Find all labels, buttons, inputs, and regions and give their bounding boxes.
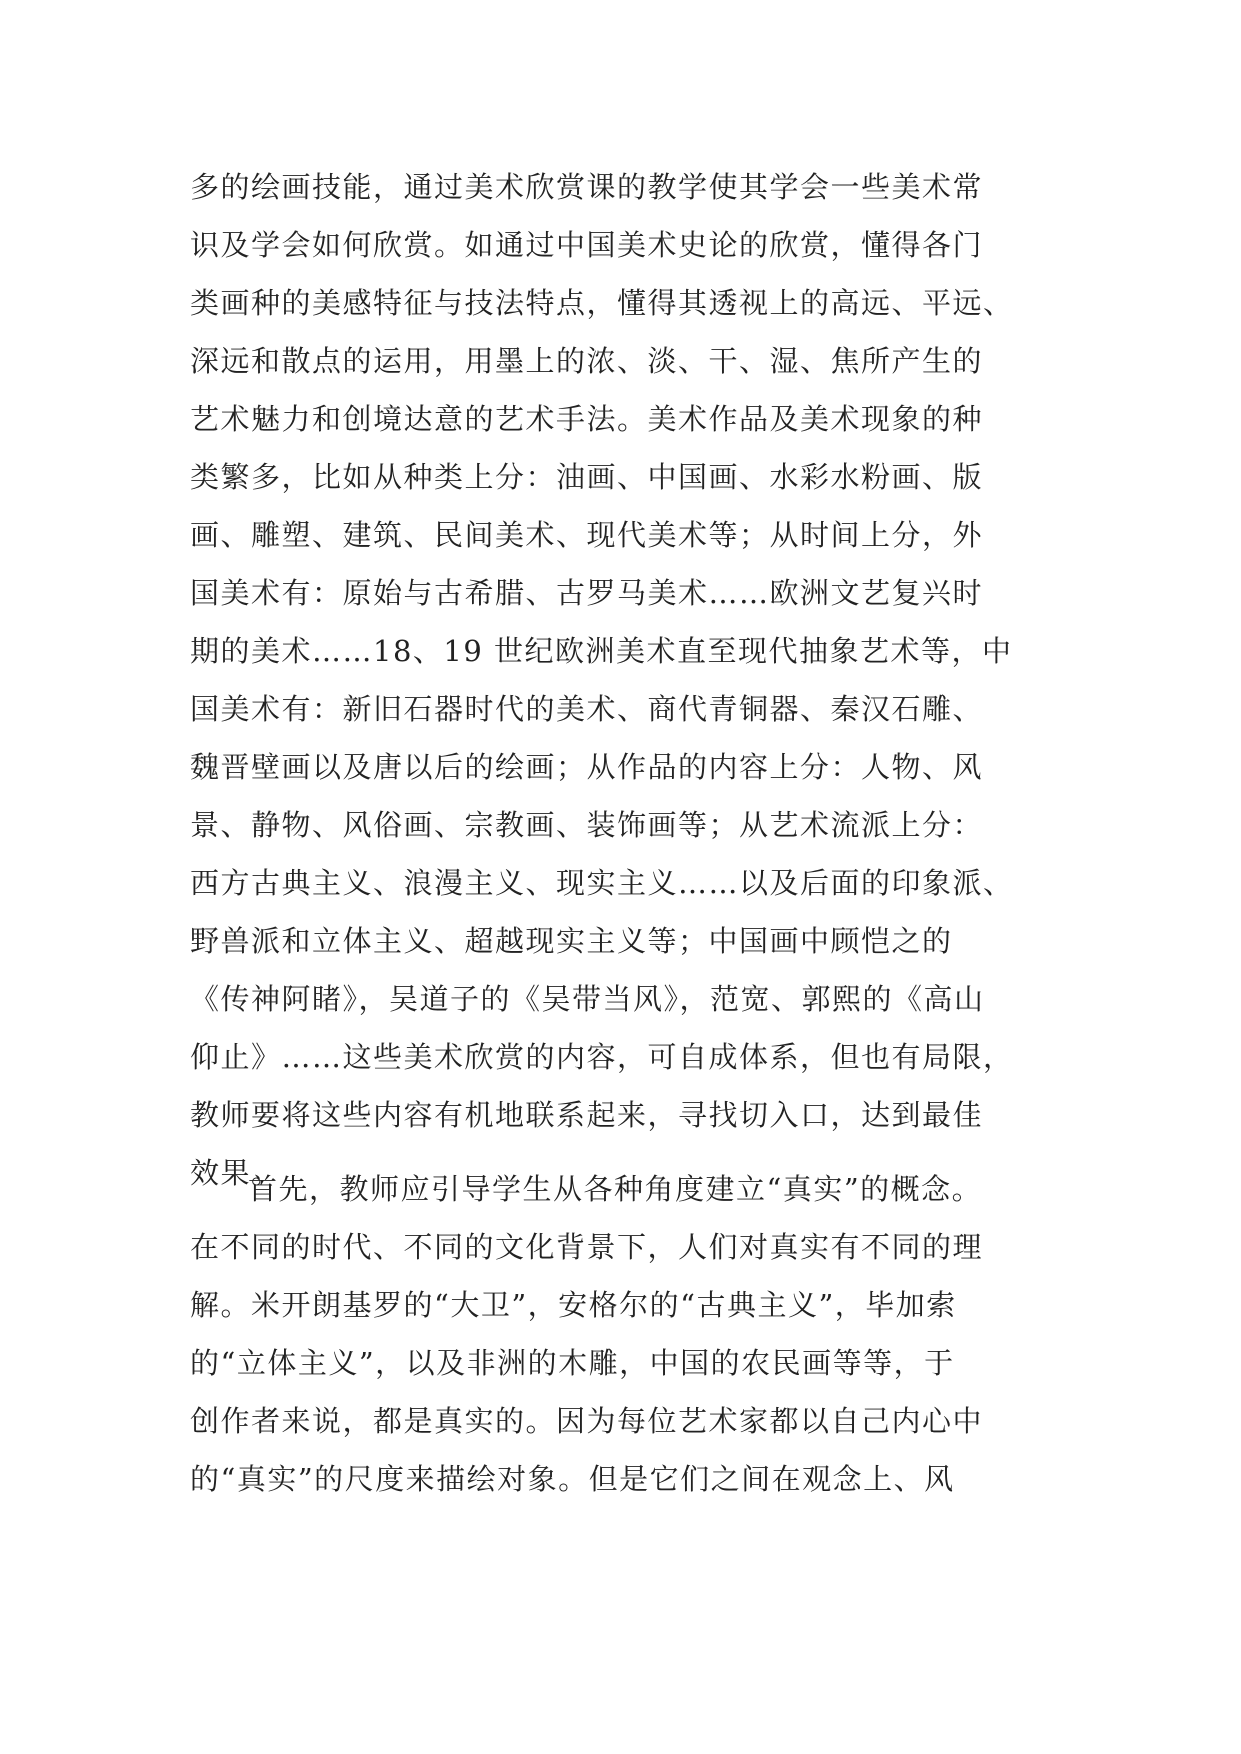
text-line: 深远和散点的运用，用墨上的浓、淡、干、湿、焦所产生的 xyxy=(190,344,984,378)
paragraph-2 xyxy=(190,1160,1050,1508)
text-line: 效果。 xyxy=(190,1156,282,1190)
text-line: 多的绘画技能，通过美术欣赏课的教学使其学会一些美术常 xyxy=(190,170,984,204)
text-line: 创作者来说，都是真实的。因为每位艺术家都以自己内心中 xyxy=(190,1404,984,1438)
text-line: 艺术魅力和创境达意的艺术手法。美术作品及美术现象的种 xyxy=(190,402,984,436)
text-line: 类画种的美感特征与技法特点，懂得其透视上的高远、平远、 xyxy=(190,286,1014,320)
text-line: 类繁多，比如从种类上分：油画、中国画、水彩水粉画、版 xyxy=(190,460,984,494)
text-line: 在不同的时代、不同的文化背景下，人们对真实有不同的理 xyxy=(190,1230,984,1264)
text-line: 教师要将这些内容有机地联系起来，寻找切入口，达到最佳 xyxy=(190,1098,984,1132)
text-line: 景、静物、风俗画、宗教画、装饰画等；从艺术流派上分： xyxy=(190,808,984,842)
text-line: 西方古典主义、浪漫主义、现实主义……以及后面的印象派、 xyxy=(190,866,1014,900)
text-line: 画、雕塑、建筑、民间美术、现代美术等；从时间上分，外 xyxy=(190,518,984,552)
text-line: 识及学会如何欣赏。如通过中国美术史论的欣赏，懂得各门 xyxy=(190,228,984,262)
text-line: 魏晋壁画以及唐以后的绘画；从作品的内容上分：人物、风 xyxy=(190,750,984,784)
text-line: 国美术有：新旧石器时代的美术、商代青铜器、秦汉石雕、 xyxy=(190,692,984,726)
text-line: 的“真实”的尺度来描绘对象。但是它们之间在观念上、风 xyxy=(190,1462,955,1496)
text-line: 期的美术……18、19 世纪欧洲美术直至现代抽象艺术等，中 xyxy=(190,634,1013,668)
text-line: 首先，教师应引导学生从各种角度建立“真实”的概念。 xyxy=(248,1172,983,1206)
text-line: 解。米开朗基罗的“大卫”，安格尔的“古典主义”，毕加索 xyxy=(190,1288,957,1322)
text-line: 野兽派和立体主义、超越现实主义等；中国画中顾恺之的 xyxy=(190,924,953,958)
text-line: 仰止》……这些美术欣赏的内容，可自成体系，但也有局限， xyxy=(190,1040,1014,1074)
text-line: 国美术有：原始与古希腊、古罗马美术……欧洲文艺复兴时 xyxy=(190,576,984,610)
text-line: 《传神阿睹》，吴道子的《吴带当风》，范宽、郭熙的《高山 xyxy=(190,982,985,1016)
paragraph-1 xyxy=(190,158,1050,1202)
text-line: 的“立体主义”，以及非洲的木雕，中国的农民画等等，于 xyxy=(190,1346,955,1380)
